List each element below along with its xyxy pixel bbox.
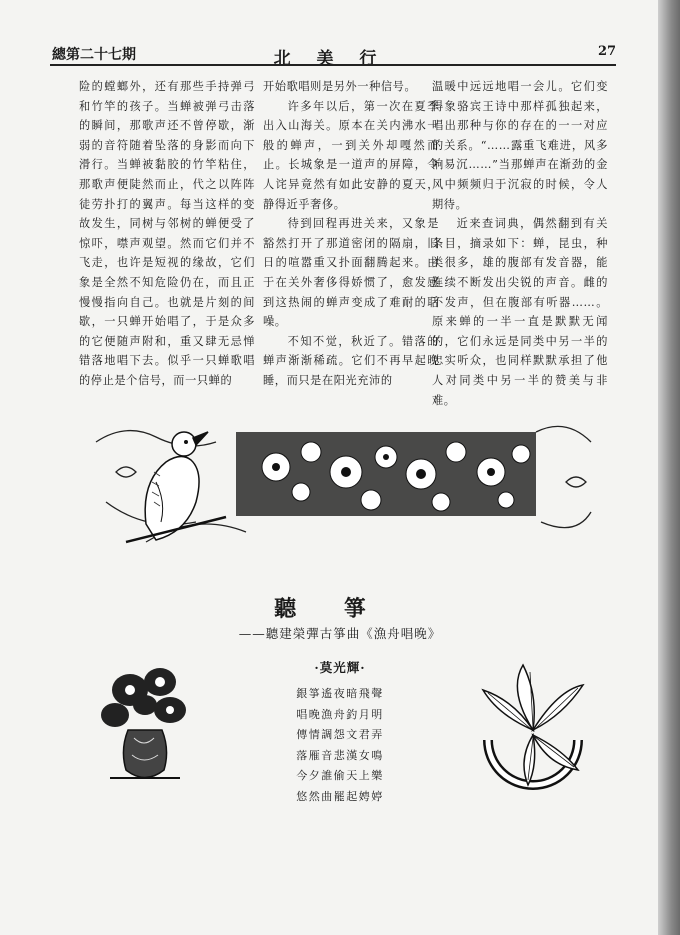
poem-line: 悠然曲罷起娉婷 (296, 789, 384, 803)
header-rule (50, 64, 616, 66)
text-column-1 (79, 77, 255, 391)
poem-line: 傳情調怨文君弄 (296, 728, 384, 742)
bamboo-leaf-emblem-illustration (468, 660, 598, 790)
paragraph: 近来查词典，偶然翻到有关条目，摘录如下：蝉，昆虫，种类很多，雄的腹部有发音器，能连续不断发出尖锐的声音。雌的不发声，但在腹部有听器……。原来蝉的一半一直是默默无闻的，它们永远是同类中另一半的忠实听众，也同样默默承担了他人对同类中另一半的赞美与非难。 (432, 217, 608, 407)
issue-label: 總第二十七期 (52, 47, 136, 63)
paragraph: 温暖中远远地唱一会儿。它们变得象骆宾王诗中那样孤独起来，唱出那种与你的存在的一一对应的关系。“……露重飞难进，风多响易沉……”当那蝉声在渐劲的金风中频频归于沉寂的时候，令人期待。 (432, 80, 608, 211)
section-title: 北 美 行 (273, 49, 387, 69)
poem-body (272, 684, 408, 808)
flower-vase-illustration (90, 660, 200, 790)
poem-line: 銀箏遙夜暗飛聲 (296, 687, 384, 700)
paragraph: 许多年以后，第一次在夏季出入山海关。原本在关内沸水一般的蝉声，一到关外却嘎然而止。长城象是一道声的屏障，令人诧异竟然有如此安静的夏天，静得近乎奢侈。 (263, 99, 439, 211)
poem-line: 唱晚漁舟釣月明 (296, 707, 384, 721)
paragraph: 待到回程再进关来，又象是豁然打开了那道密闭的隔扇，旧日的喧嚣重又扑面翻腾起来。由于在关外奢侈得娇惯了，愈发感到这热闹的蝉声变成了难耐的聒噪。 (263, 217, 439, 329)
bird-flower-banner-illustration (86, 412, 596, 552)
text-column-3 (432, 77, 608, 410)
poem-author: ·莫光輝· (314, 660, 366, 675)
page-edge (658, 0, 680, 935)
poem-line: 今夕誰偷天上樂 (296, 769, 384, 783)
poem-title: 聽 箏 (274, 596, 386, 622)
paragraph: 开始歌唱则是另外一种信号。 (263, 80, 417, 93)
paragraph: 险的螳螂外，还有那些手持弹弓和竹竿的孩子。当蝉被弹弓击落的瞬间，那歌声还不曾停歇，渐弱的音符随着坠落的身影而向下滑行。当蝉被黏胶的竹竿粘住，那歌声便陡然而止，代之以阵阵徒劳扑打的翼声。每当这样的变故发生，同树与邻树的蝉便受了惊吓，噤声观望。然而它们并不飞走，也许是短视的缘故，它们象是全然不知危险仍在，而且正慢慢指向自己。也就是片刻的间歇，一只蝉开始唱了，于是众多的它便随声附和，重又肆无忌惮错落地唱下去。似乎一只蝉歌唱的停止是个信号，而一只蝉的 (79, 80, 255, 387)
text-column-2 (263, 77, 439, 391)
poem-subtitle: ——聽建榮彈古箏曲《漁舟唱晚》 (238, 626, 442, 641)
poem-line: 落雁音悲漢女鳴 (296, 748, 384, 762)
paragraph: 不知不觉，秋近了。错落的蝉声渐渐稀疏。它们不再早起晚睡，而只是在阳光充沛的 (263, 334, 439, 387)
page-number: 27 (598, 44, 617, 59)
